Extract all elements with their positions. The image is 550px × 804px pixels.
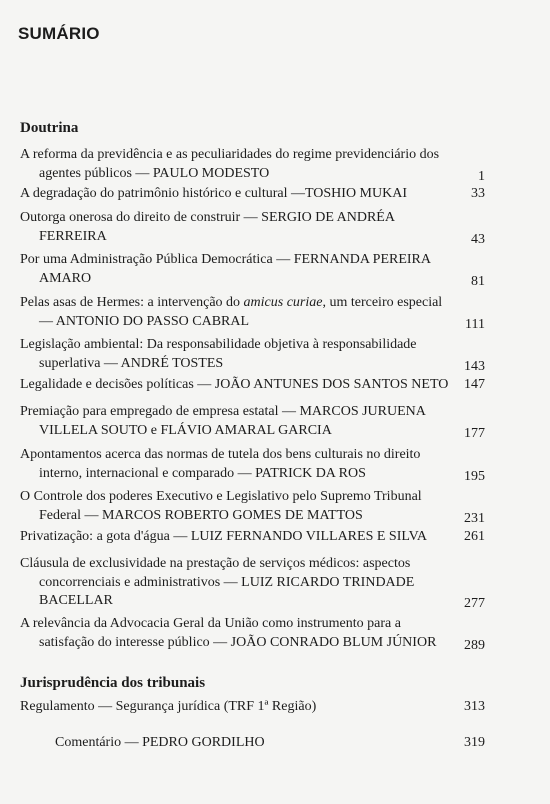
page-number: 277 [464,596,485,611]
toc-entry [55,734,485,753]
entry-title-text: Pelas asas de Hermes: a intervenção do [20,295,244,310]
entry-title-italic: amicus curiae [243,295,323,310]
toc-entry [20,555,485,611]
toc-entry [20,146,485,183]
entry-title-line: Outorga onerosa do direito de construir — SERGIO DE ANDRÉA [20,210,395,225]
entry-title-line: Premiação para empregado de empresa estatal — MARCOS JURUENA [20,404,426,419]
page-number: 289 [464,637,485,653]
entry-title-line: FERREIRA [39,228,107,244]
entry-title-line: — ANTONIO DO PASSO CABRAL [39,313,250,329]
toc-entry [20,403,485,440]
page-number: 195 [464,468,485,484]
entry-title-line: BACELLAR [39,593,113,608]
page-number: 33 [471,186,485,201]
toc-entry [20,376,485,395]
entry-title-line: interno, internacional e comparado — PATRICK DA ROS [39,465,366,481]
entry-title-line: Cláusula de exclusividade na prestação de serviços médicos: aspectos [20,556,411,571]
section-heading-doutrina: Doutrina [20,120,79,136]
toc-entry [20,488,485,525]
entry-title-line: Federal — MARCOS ROBERTO GOMES DE MATTOS [39,507,363,523]
entry-title-line [20,294,485,313]
page-number: 1 [478,168,485,184]
page-number: 143 [464,358,485,374]
toc-entry [20,336,485,373]
entry-title-line: Apontamentos acerca das normas de tutela dos bens culturais no direito [20,447,421,462]
toc-entry [20,698,485,717]
page-title: SUMÁRIO [18,24,100,43]
toc-entry [20,251,485,288]
entry-title-line: VILLELA SOUTO e FLÁVIO AMARAL GARCIA [39,422,332,438]
entry-title-line: A degradação do patrimônio histórico e cultural —TOSHIO MUKAI [20,186,407,201]
entry-title-line: Legalidade e decisões políticas — JOÃO ANTUNES DOS SANTOS NETO [20,377,449,392]
entry-title-line: superlativa — ANDRÉ TOSTES [39,355,224,371]
entry-title-text: , um terceiro especial [322,295,443,310]
page-number: 111 [465,316,485,332]
toc-entry [20,528,485,547]
page-number: 313 [464,699,485,714]
page-number: 177 [464,425,485,441]
page-number: 261 [464,529,485,544]
section-heading-jurisprudencia: Jurisprudência dos tribunais [20,675,206,691]
page-number: 81 [471,273,485,289]
page-number: 231 [464,510,485,526]
toc-entry [20,209,485,246]
toc-entry [20,615,485,652]
toc-entry [20,294,485,331]
entry-title-line: Por uma Administração Pública Democrática — FERNANDA PEREIRA [20,252,431,267]
entry-title-line: satisfação do interesse público — JOÃO CONRADO BLUM JÚNIOR [39,634,437,650]
entry-title-line: O Controle dos poderes Executivo e Legislativo pelo Supremo Tribunal [20,489,422,504]
entry-title-line: Regulamento — Segurança jurídica (TRF 1ª Região) [20,699,317,714]
entry-title-line: AMARO [39,270,92,286]
entry-title-line: concorrenciais e administrativos — LUIZ RICARDO TRINDADE [39,574,415,590]
entry-title-line: agentes públicos — PAULO MODESTO [39,165,270,181]
entry-title-line: Privatização: a gota d'água — LUIZ FERNANDO VILLARES E SILVA [20,529,428,544]
entry-title-line: A reforma da previdência e as peculiaridades do regime previdenciário dos [20,147,440,162]
page-number: 147 [464,377,485,392]
page-number: 319 [464,735,485,750]
toc-entry [20,446,485,483]
toc-entry [20,185,485,204]
entry-title-line: Legislação ambiental: Da responsabilidade objetiva à responsabilidade [20,337,417,352]
entry-title-line: A relevância da Advocacia Geral da União como instrumento para a [20,616,401,631]
page-number: 43 [471,231,485,247]
entry-title-line: Comentário — PEDRO GORDILHO [55,735,265,750]
